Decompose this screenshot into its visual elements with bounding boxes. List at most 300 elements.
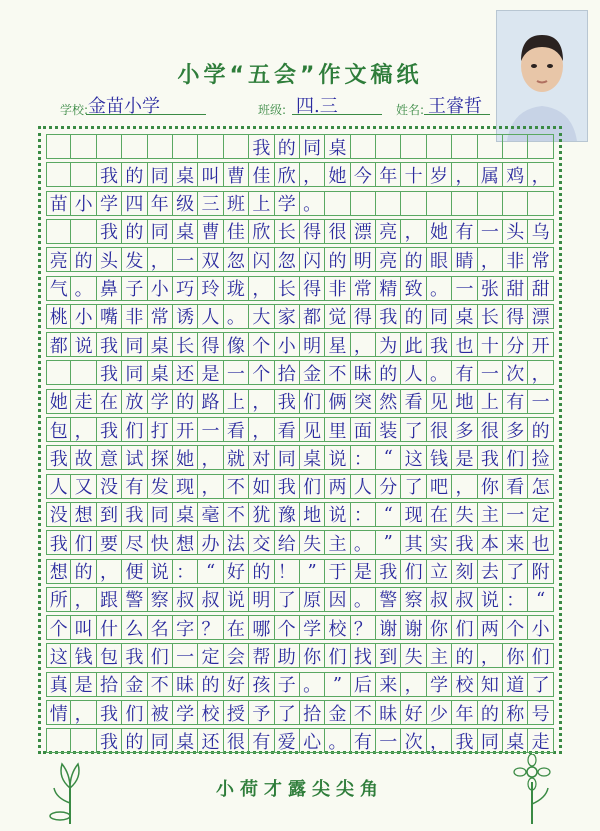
grid-cell: 所 <box>46 587 71 612</box>
grid-cell: 了 <box>401 474 426 499</box>
grid-cell: 岁 <box>427 162 452 187</box>
grid-cell: 非 <box>122 304 147 329</box>
grid-cell: 是 <box>452 445 477 470</box>
grid-cell: ， <box>528 162 553 187</box>
grid-cell: 桌 <box>148 332 173 357</box>
grid-cell: 法 <box>224 530 249 555</box>
grid-cell: 曹 <box>198 219 223 244</box>
grid-cell: 谢 <box>401 615 426 640</box>
grid-cell: ： <box>351 445 376 470</box>
grid-cell: 警 <box>376 587 401 612</box>
grid-cell: 叔 <box>173 587 198 612</box>
grid-cell: ， <box>249 417 274 442</box>
grid-cell <box>427 134 452 159</box>
grid-cell: ， <box>427 728 452 753</box>
grid-cell: 不 <box>224 474 249 499</box>
grid-cell: 一 <box>478 219 503 244</box>
grid-cell: 想 <box>71 502 96 527</box>
grid-cell: 学 <box>148 389 173 414</box>
grid-cell: 的 <box>275 134 300 159</box>
grid-cell: 主 <box>478 502 503 527</box>
essay-title-row <box>46 134 554 159</box>
grid-cell: 想 <box>173 530 198 555</box>
grid-cell <box>71 162 96 187</box>
grid-cell: 同 <box>427 304 452 329</box>
grid-cell: 的 <box>122 728 147 753</box>
grid-cell: 很 <box>478 417 503 442</box>
grid-cell: 得 <box>351 304 376 329</box>
grid-cell: 么 <box>122 615 147 640</box>
essay-line <box>46 360 554 385</box>
essay-line <box>46 219 554 244</box>
grid-cell: 我 <box>97 332 122 357</box>
grid-cell: 现 <box>401 502 426 527</box>
grid-cell: 次 <box>503 360 528 385</box>
grid-cell: 学 <box>173 700 198 725</box>
grid-cell: 上 <box>249 191 274 216</box>
grid-cell: ， <box>148 247 173 272</box>
grid-cell: 。 <box>427 360 452 385</box>
grid-cell: 们 <box>71 530 96 555</box>
grid-cell: 拾 <box>97 672 122 697</box>
grid-cell: 你 <box>300 643 325 668</box>
grid-cell: 便 <box>122 559 147 584</box>
grid-cell <box>71 219 96 244</box>
grid-cell: 有 <box>249 728 274 753</box>
grid-cell: 给 <box>275 530 300 555</box>
grid-cell: 。 <box>224 304 249 329</box>
grid-cell: 看 <box>224 417 249 442</box>
grid-cell: 一 <box>198 417 223 442</box>
grid-cell: 跟 <box>97 587 122 612</box>
grid-cell: 钱 <box>427 445 452 470</box>
grid-cell: 因 <box>325 587 350 612</box>
grid-cell: 助 <box>275 643 300 668</box>
grid-cell <box>46 728 71 753</box>
name-value: 王睿哲 <box>428 96 482 117</box>
grid-cell: 我 <box>97 417 122 442</box>
grid-cell: 说 <box>478 587 503 612</box>
grid-cell: 原 <box>300 587 325 612</box>
grid-cell: 了 <box>401 417 426 442</box>
grid-cell: 佳 <box>249 162 274 187</box>
grid-cell: 主 <box>427 643 452 668</box>
grid-cell: 的 <box>528 417 553 442</box>
grid-cell: 是 <box>351 559 376 584</box>
grid-cell: 授 <box>224 700 249 725</box>
grid-cell: 非 <box>325 276 350 301</box>
grid-cell: 也 <box>452 332 477 357</box>
grid-cell: 我 <box>376 304 401 329</box>
grid-cell: 个 <box>503 615 528 640</box>
grid-cell: 忽 <box>275 247 300 272</box>
grid-cell: 发 <box>148 474 173 499</box>
grid-cell: 我 <box>97 219 122 244</box>
grid-cell: 常 <box>528 247 553 272</box>
grid-cell: ” <box>376 530 401 555</box>
grid-cell: 年 <box>376 162 401 187</box>
grid-cell: 有 <box>351 728 376 753</box>
grid-cell: ， <box>452 474 477 499</box>
grid-cell: 们 <box>148 643 173 668</box>
grid-cell: 我 <box>452 530 477 555</box>
grid-cell: 我 <box>275 389 300 414</box>
grid-cell: 亮 <box>376 219 401 244</box>
grid-cell: 金 <box>325 700 350 725</box>
grid-cell: 张 <box>478 276 503 301</box>
grid-cell: 长 <box>478 304 503 329</box>
grid-cell: 我 <box>46 530 71 555</box>
grid-cell: 在 <box>97 389 122 414</box>
grid-cell: 毫 <box>198 502 223 527</box>
grid-cell: 属 <box>478 162 503 187</box>
grid-cell: 我 <box>122 643 147 668</box>
grid-cell: 现 <box>173 474 198 499</box>
essay-line <box>46 332 554 357</box>
grid-cell: 个 <box>249 360 274 385</box>
grid-cell: 一 <box>224 360 249 385</box>
grid-cell: 发 <box>122 247 147 272</box>
grid-cell: 们 <box>300 474 325 499</box>
grid-cell: 我 <box>97 360 122 385</box>
grid-cell <box>71 728 96 753</box>
grid-cell: 们 <box>528 643 553 668</box>
grid-cell: 漂 <box>528 304 553 329</box>
grid-cell: 后 <box>351 672 376 697</box>
grid-cell: 昧 <box>351 360 376 385</box>
grid-cell <box>478 191 503 216</box>
grid-cell: 的 <box>376 360 401 385</box>
grid-cell: 看 <box>401 389 426 414</box>
grid-cell <box>376 134 401 159</box>
grid-cell: 的 <box>452 643 477 668</box>
grid-cell: 俩 <box>325 389 350 414</box>
grid-cell: 一 <box>173 247 198 272</box>
paper-title: 小学“五会”作文稿纸 <box>177 63 423 88</box>
grid-cell: 一 <box>478 360 503 385</box>
essay-line <box>46 643 554 668</box>
grid-cell: 巧 <box>173 276 198 301</box>
grid-cell: 同 <box>148 502 173 527</box>
grid-cell: 察 <box>148 587 173 612</box>
grid-cell: 觉 <box>325 304 350 329</box>
grid-cell: 鼻 <box>97 276 122 301</box>
grid-cell <box>452 134 477 159</box>
grid-cell: 。 <box>300 191 325 216</box>
grid-cell: 的 <box>249 559 274 584</box>
grid-cell <box>97 134 122 159</box>
footer-slogan: 小荷才露尖尖角 <box>216 779 384 800</box>
grid-cell: 尽 <box>122 530 147 555</box>
grid-cell: 突 <box>351 389 376 414</box>
grid-cell: 犹 <box>249 502 274 527</box>
grid-cell: 校 <box>452 672 477 697</box>
essay-line <box>46 615 554 640</box>
grid-cell: 又 <box>71 474 96 499</box>
grid-cell: 说 <box>325 502 350 527</box>
grid-cell: 忽 <box>224 247 249 272</box>
grid-cell: 的 <box>173 389 198 414</box>
grid-cell: “ <box>528 587 553 612</box>
class-underline <box>292 114 382 115</box>
grid-cell: 今 <box>351 162 376 187</box>
grid-cell: 三 <box>198 191 223 216</box>
grid-cell: 们 <box>300 389 325 414</box>
grid-cell: 还 <box>198 728 223 753</box>
grid-cell: 对 <box>249 445 274 470</box>
grid-cell: 打 <box>148 417 173 442</box>
grid-cell: 人 <box>198 304 223 329</box>
name-underline <box>424 114 490 115</box>
grid-cell: 。 <box>351 530 376 555</box>
grid-cell: 地 <box>452 389 477 414</box>
grid-cell: 你 <box>478 474 503 499</box>
grid-cell <box>46 360 71 385</box>
grid-cell: 明 <box>249 587 274 612</box>
grid-cell: 气 <box>46 276 71 301</box>
grid-cell <box>224 134 249 159</box>
grid-cell: 两 <box>325 474 350 499</box>
grid-cell: 星 <box>325 332 350 357</box>
essay-line <box>46 728 554 753</box>
grid-cell: 是 <box>71 672 96 697</box>
grid-cell <box>46 134 71 159</box>
grid-cell: 其 <box>401 530 426 555</box>
grid-cell: 不 <box>351 700 376 725</box>
grid-cell: 金 <box>300 360 325 385</box>
grid-cell: 我 <box>478 445 503 470</box>
grid-cell: 情 <box>46 700 71 725</box>
grid-cell: 个 <box>46 615 71 640</box>
grid-cell: “ <box>376 445 401 470</box>
grid-cell: 她 <box>427 219 452 244</box>
grid-cell: 长 <box>275 276 300 301</box>
grid-cell: 说 <box>71 332 96 357</box>
grid-cell: 如 <box>249 474 274 499</box>
grid-cell: 们 <box>452 615 477 640</box>
grid-cell: 本 <box>478 530 503 555</box>
grid-cell: 昧 <box>376 700 401 725</box>
grid-cell: 昧 <box>173 672 198 697</box>
grid-cell: ： <box>503 587 528 612</box>
grid-cell: 很 <box>224 728 249 753</box>
grid-cell: 有 <box>503 389 528 414</box>
grid-cell: ？ <box>351 615 376 640</box>
grid-cell: 桌 <box>173 728 198 753</box>
grid-cell <box>351 134 376 159</box>
grid-cell: 常 <box>351 276 376 301</box>
grid-cell: ， <box>71 587 96 612</box>
grid-cell: ， <box>478 643 503 668</box>
grid-cell: 快 <box>148 530 173 555</box>
grid-cell: 叔 <box>427 587 452 612</box>
essay-line <box>46 304 554 329</box>
grid-cell: 试 <box>122 445 147 470</box>
grid-cell: 失 <box>452 502 477 527</box>
grid-cell: 开 <box>173 417 198 442</box>
grid-cell: 她 <box>325 162 350 187</box>
grid-cell: 同 <box>300 134 325 159</box>
portrait-icon <box>497 11 587 141</box>
grid-cell: 一 <box>452 276 477 301</box>
grid-cell <box>528 134 553 159</box>
grid-cell: 我 <box>46 445 71 470</box>
grid-cell: 豫 <box>275 502 300 527</box>
grid-cell: 多 <box>503 417 528 442</box>
grid-cell: 佳 <box>224 219 249 244</box>
grid-cell: 分 <box>376 474 401 499</box>
grid-cell: 曹 <box>224 162 249 187</box>
name-label: 姓名: <box>396 103 425 117</box>
grid-cell: 们 <box>325 643 350 668</box>
grid-cell: 子 <box>275 672 300 697</box>
grid-cell: 我 <box>275 474 300 499</box>
grid-cell: 叔 <box>198 587 223 612</box>
grid-cell: 致 <box>401 276 426 301</box>
grid-cell: 都 <box>46 332 71 357</box>
grid-cell: 于 <box>325 559 350 584</box>
grid-cell <box>122 134 147 159</box>
grid-cell: 面 <box>351 417 376 442</box>
grid-cell: 我 <box>427 332 452 357</box>
grid-cell: 班 <box>224 191 249 216</box>
grid-cell: ， <box>478 247 503 272</box>
grid-cell: 在 <box>224 615 249 640</box>
grid-cell: 次 <box>401 728 426 753</box>
grid-cell: 办 <box>198 530 223 555</box>
grid-cell: 称 <box>503 700 528 725</box>
grid-cell: 意 <box>97 445 122 470</box>
grid-cell: 有 <box>452 219 477 244</box>
grid-cell: 你 <box>427 615 452 640</box>
grid-cell: 拾 <box>300 700 325 725</box>
grid-cell: 。 <box>427 276 452 301</box>
grid-cell: 拾 <box>275 360 300 385</box>
grid-cell: 号 <box>528 700 553 725</box>
grid-cell: 们 <box>122 700 147 725</box>
essay-line <box>46 445 554 470</box>
grid-cell: 嘴 <box>97 304 122 329</box>
grid-cell: 哪 <box>249 615 274 640</box>
grid-cell: 还 <box>173 360 198 385</box>
grid-cell: 四 <box>122 191 147 216</box>
grid-cell <box>71 134 96 159</box>
grid-cell: 的 <box>122 219 147 244</box>
grid-cell: “ <box>376 502 401 527</box>
grid-cell: 被 <box>148 700 173 725</box>
grid-cell: 来 <box>376 672 401 697</box>
grid-cell: 明 <box>300 332 325 357</box>
grid-cell: ， <box>249 389 274 414</box>
grid-cell: 大 <box>249 304 274 329</box>
grid-cell: 眼 <box>427 247 452 272</box>
grid-cell: 多 <box>452 417 477 442</box>
grid-cell: 此 <box>401 332 426 357</box>
essay-line <box>46 700 554 725</box>
grid-cell: 我 <box>452 728 477 753</box>
grid-cell: 主 <box>325 530 350 555</box>
essay-line <box>46 389 554 414</box>
grid-cell: 鸡 <box>503 162 528 187</box>
grid-cell: 子 <box>122 276 147 301</box>
grid-cell: 有 <box>122 474 147 499</box>
grid-cell: 看 <box>275 417 300 442</box>
grid-cell: 失 <box>401 643 426 668</box>
grid-cell: 你 <box>503 643 528 668</box>
grid-cell: 她 <box>173 445 198 470</box>
grid-cell: 爱 <box>275 728 300 753</box>
grid-cell: 的 <box>325 247 350 272</box>
grid-cell: 的 <box>122 162 147 187</box>
grid-cell: 同 <box>122 332 147 357</box>
grid-cell: 包 <box>46 417 71 442</box>
grid-cell: ， <box>401 219 426 244</box>
grid-cell: 桌 <box>452 304 477 329</box>
grid-cell: 级 <box>173 191 198 216</box>
grid-cell: 校 <box>325 615 350 640</box>
grid-cell: 故 <box>71 445 96 470</box>
essay-line <box>46 587 554 612</box>
grid-cell: 道 <box>503 672 528 697</box>
grid-cell: 年 <box>452 700 477 725</box>
grid-cell: 孩 <box>249 672 274 697</box>
grid-cell <box>173 134 198 159</box>
grid-cell: 小 <box>148 276 173 301</box>
grid-cell: ” <box>300 559 325 584</box>
grid-cell: 桌 <box>148 360 173 385</box>
grid-cell: ！ <box>275 559 300 584</box>
grid-cell: 上 <box>224 389 249 414</box>
grid-cell: 探 <box>148 445 173 470</box>
grid-cell: 立 <box>427 559 452 584</box>
essay-line <box>46 247 554 272</box>
grid-cell: 学 <box>97 191 122 216</box>
grid-cell <box>528 191 553 216</box>
grid-cell: 包 <box>97 643 122 668</box>
grid-cell: 亮 <box>46 247 71 272</box>
grid-cell: 也 <box>528 530 553 555</box>
grid-cell: 。 <box>71 276 96 301</box>
grid-cell <box>46 162 71 187</box>
grid-cell: 了 <box>275 700 300 725</box>
grid-cell: 得 <box>198 332 223 357</box>
grid-cell: 长 <box>275 219 300 244</box>
grid-cell: 十 <box>401 162 426 187</box>
grid-cell: 同 <box>275 445 300 470</box>
grid-cell: ， <box>528 360 553 385</box>
grid-cell: 了 <box>275 587 300 612</box>
grid-cell: 小 <box>528 615 553 640</box>
grid-cell: 长 <box>173 332 198 357</box>
class-label: 班级: <box>258 103 287 117</box>
grid-cell: 桌 <box>173 162 198 187</box>
grid-cell: 年 <box>148 191 173 216</box>
grid-cell: 的 <box>71 559 96 584</box>
grid-cell: 得 <box>300 276 325 301</box>
grid-cell: ， <box>249 276 274 301</box>
grid-cell <box>325 191 350 216</box>
grid-cell: 开 <box>528 332 553 357</box>
grid-cell: 看 <box>503 474 528 499</box>
grid-cell: 什 <box>97 615 122 640</box>
grid-cell <box>503 134 528 159</box>
grid-cell: 同 <box>122 360 147 385</box>
grid-cell: 分 <box>503 332 528 357</box>
grid-cell: 不 <box>224 502 249 527</box>
essay-line <box>46 672 554 697</box>
grid-cell: 捡 <box>528 445 553 470</box>
grid-cell: 找 <box>351 643 376 668</box>
